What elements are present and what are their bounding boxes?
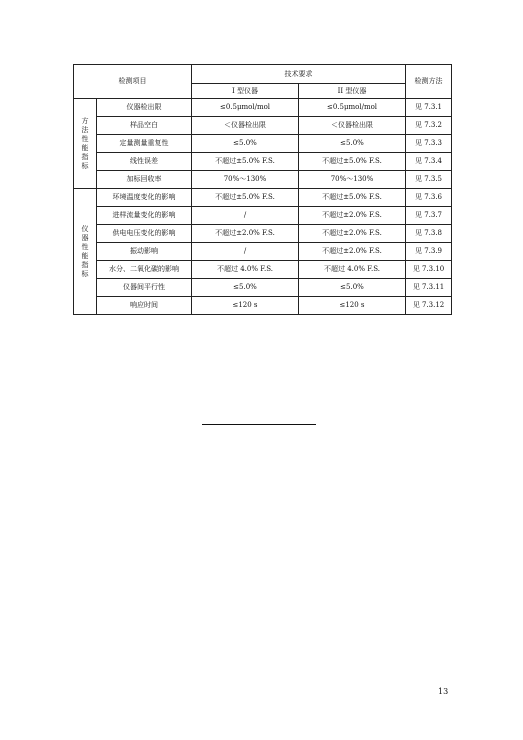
row-type2: ≤5.0% — [299, 135, 406, 153]
row-method: 见 7.3.12 — [406, 297, 452, 315]
header-type1: I 型仪器 — [192, 84, 299, 99]
row-name: 加标回收率 — [97, 171, 192, 189]
row-name: 定量测量重复性 — [97, 135, 192, 153]
group-char: 性 — [81, 242, 89, 251]
row-method: 见 7.3.9 — [406, 243, 452, 261]
row-type1: ＜仪器检出限 — [192, 117, 299, 135]
spec-table — [73, 64, 452, 315]
group-char: 方 — [81, 116, 89, 125]
group-label-instrument — [74, 189, 97, 315]
row-name: 环境温度变化的影响 — [97, 189, 192, 207]
row-name: 水分、二氧化碳的影响 — [97, 261, 192, 279]
row-method: 见 7.3.5 — [406, 171, 452, 189]
group-char: 器 — [81, 233, 89, 242]
end-of-text-rule — [202, 424, 316, 425]
group-char: 指 — [81, 260, 89, 269]
row-type2: 不超过±5.0% F.S. — [299, 153, 406, 171]
group-char: 仪 — [81, 224, 89, 233]
row-type2: 不超过±2.0% F.S. — [299, 207, 406, 225]
row-type1: 不超过±2.0% F.S. — [192, 225, 299, 243]
row-type1: 不超过±5.0% F.S. — [192, 153, 299, 171]
row-type1: ≤120 s — [192, 297, 299, 315]
group-char: 指 — [81, 152, 89, 161]
row-method: 见 7.3.4 — [406, 153, 452, 171]
row-method: 见 7.3.10 — [406, 261, 452, 279]
group-char: 能 — [81, 143, 89, 152]
group-label-method — [74, 99, 97, 189]
group-char: 标 — [81, 161, 89, 170]
row-type1: / — [192, 243, 299, 261]
group-char: 法 — [81, 125, 89, 134]
row-type2: ＜仪器检出限 — [299, 117, 406, 135]
row-name: 线性误差 — [97, 153, 192, 171]
row-type1: ≤5.0% — [192, 135, 299, 153]
header-method: 检测方法 — [406, 65, 452, 99]
row-type1: ≤0.5μmol/mol — [192, 99, 299, 117]
header-type2: II 型仪器 — [299, 84, 406, 99]
row-type1: 不超过 4.0% F.S. — [192, 261, 299, 279]
row-name: 样品空白 — [97, 117, 192, 135]
row-method: 见 7.3.8 — [406, 225, 452, 243]
row-name: 仪器间平行性 — [97, 279, 192, 297]
header-requirements: 技术要求 — [192, 65, 406, 84]
row-method: 见 7.3.2 — [406, 117, 452, 135]
row-method: 见 7.3.3 — [406, 135, 452, 153]
group-char: 能 — [81, 251, 89, 260]
row-type2: 不超过±2.0% F.S. — [299, 225, 406, 243]
row-method: 见 7.3.7 — [406, 207, 452, 225]
row-type2: ≤120 s — [299, 297, 406, 315]
group-char: 性 — [81, 134, 89, 143]
page-number: 13 — [438, 687, 449, 696]
row-name: 供电电压变化的影响 — [97, 225, 192, 243]
row-type1: / — [192, 207, 299, 225]
row-name: 振动影响 — [97, 243, 192, 261]
row-type2: ≤5.0% — [299, 279, 406, 297]
row-method: 见 7.3.6 — [406, 189, 452, 207]
row-name: 进样流量变化的影响 — [97, 207, 192, 225]
row-type2: 70%～130% — [299, 171, 406, 189]
row-method: 见 7.3.1 — [406, 99, 452, 117]
row-type1: 70%～130% — [192, 171, 299, 189]
row-method: 见 7.3.11 — [406, 279, 452, 297]
row-type1: 不超过±5.0% F.S. — [192, 189, 299, 207]
row-type1: ≤5.0% — [192, 279, 299, 297]
row-type2: ≤0.5μmol/mol — [299, 99, 406, 117]
row-type2: 不超过±5.0% F.S. — [299, 189, 406, 207]
row-type2: 不超过 4.0% F.S. — [299, 261, 406, 279]
row-type2: 不超过±2.0% F.S. — [299, 243, 406, 261]
row-name: 仪器检出限 — [97, 99, 192, 117]
header-item: 检测项目 — [74, 65, 192, 99]
row-name: 响应时间 — [97, 297, 192, 315]
group-char: 标 — [81, 269, 89, 278]
